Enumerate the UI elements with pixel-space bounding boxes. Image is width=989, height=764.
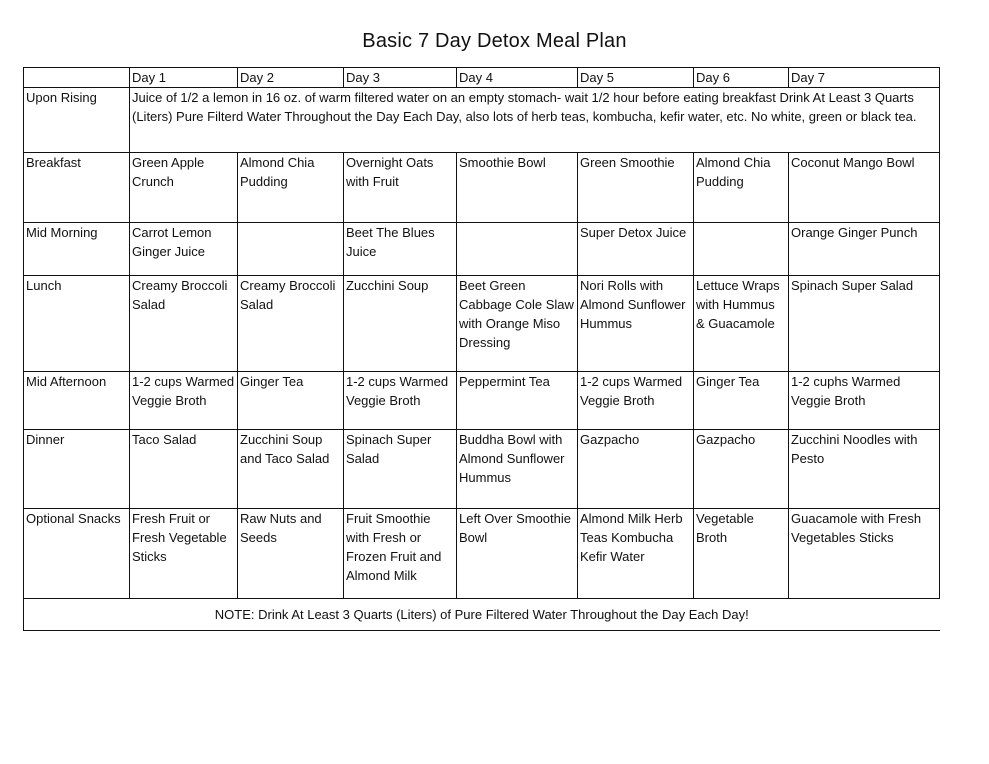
meal-cell: Zucchini Soup and Taco Salad (238, 430, 344, 509)
meal-cell: Smoothie Bowl (457, 153, 578, 223)
row-label: Breakfast (24, 153, 130, 223)
day-header: Day 6 (694, 68, 789, 88)
meal-cell: Zucchini Noodles with Pesto (789, 430, 940, 509)
meal-cell: Coconut Mango Bowl (789, 153, 940, 223)
meal-cell: Guacamole with Fresh Vegetables Sticks (789, 509, 940, 599)
meal-cell (457, 223, 578, 276)
note-text: NOTE: Drink At Least 3 Quarts (Liters) of Pure Filtered Water Throughout the Day Each Day! (24, 599, 940, 631)
meal-cell: 1-2 cups Warmed Veggie Broth (578, 372, 694, 430)
meal-cell: Almond Milk Herb Teas Kombucha Kefir Water (578, 509, 694, 599)
meal-cell: Lettuce Wraps with Hummus & Guacamole (694, 276, 789, 372)
meal-cell (238, 223, 344, 276)
page-title: Basic 7 Day Detox Meal Plan (362, 30, 627, 52)
row-label: Upon Rising (24, 88, 130, 153)
day-header: Day 5 (578, 68, 694, 88)
note-row (24, 599, 940, 631)
meal-cell: Left Over Smoothie Bowl (457, 509, 578, 599)
meal-cell: Ginger Tea (238, 372, 344, 430)
upon-rising-row (24, 88, 940, 153)
meal-cell: Taco Salad (130, 430, 238, 509)
meal-cell: Fruit Smoothie with Fresh or Frozen Fruit and Almond Milk (344, 509, 457, 599)
meal-cell: Carrot Lemon Ginger Juice (130, 223, 238, 276)
meal-cell: 1-2 cups Warmed Veggie Broth (344, 372, 457, 430)
meal-cell: 1-2 cups Warmed Veggie Broth (130, 372, 238, 430)
meal-plan-table (23, 67, 940, 631)
meal-cell: Spinach Super Salad (344, 430, 457, 509)
upon-rising-text: Juice of 1/2 a lemon in 16 oz. of warm filtered water on an empty stomach- wait 1/2 hour before eating breakfast Drink At Least 3 Quarts (Liters) Pure Filterd Water Throughout the Day Each Day, also lots of herb teas, kombucha, kefir water, etc. No white, green or black tea. (130, 88, 940, 153)
row-label: Optional Snacks (24, 509, 130, 599)
meal-cell: Ginger Tea (694, 372, 789, 430)
corner-cell (24, 68, 130, 88)
meal-cell: Overnight Oats with Fruit (344, 153, 457, 223)
meal-cell: Green Apple Crunch (130, 153, 238, 223)
meal-cell: Almond Chia Pudding (694, 153, 789, 223)
row-label: Mid Morning (24, 223, 130, 276)
meal-cell: Creamy Broccoli Salad (238, 276, 344, 372)
meal-cell (694, 223, 789, 276)
meal-row (24, 276, 940, 372)
meal-cell: Vegetable Broth (694, 509, 789, 599)
meal-cell: Almond Chia Pudding (238, 153, 344, 223)
meal-row (24, 509, 940, 599)
meal-cell: Gazpacho (694, 430, 789, 509)
row-label: Mid Afternoon (24, 372, 130, 430)
meal-row (24, 372, 940, 430)
meal-cell: Beet Green Cabbage Cole Slaw with Orange Miso Dressing (457, 276, 578, 372)
meal-cell: Peppermint Tea (457, 372, 578, 430)
day-header: Day 4 (457, 68, 578, 88)
meal-cell: Creamy Broccoli Salad (130, 276, 238, 372)
meal-cell: Spinach Super Salad (789, 276, 940, 372)
meal-row (24, 153, 940, 223)
meal-cell: 1-2 cuphs Warmed Veggie Broth (789, 372, 940, 430)
day-header: Day 3 (344, 68, 457, 88)
row-label: Dinner (24, 430, 130, 509)
meal-row (24, 430, 940, 509)
row-label: Lunch (24, 276, 130, 372)
meal-cell: Fresh Fruit or Fresh Vegetable Sticks (130, 509, 238, 599)
meal-cell: Zucchini Soup (344, 276, 457, 372)
day-header: Day 2 (238, 68, 344, 88)
day-header: Day 1 (130, 68, 238, 88)
meal-cell: Beet The Blues Juice (344, 223, 457, 276)
meal-row (24, 223, 940, 276)
meal-cell: Raw Nuts and Seeds (238, 509, 344, 599)
meal-cell: Buddha Bowl with Almond Sunflower Hummus (457, 430, 578, 509)
day-header: Day 7 (789, 68, 940, 88)
meal-cell: Green Smoothie (578, 153, 694, 223)
meal-cell: Nori Rolls with Almond Sunflower Hummus (578, 276, 694, 372)
meal-cell: Super Detox Juice (578, 223, 694, 276)
day-header-row (24, 68, 940, 88)
meal-cell: Gazpacho (578, 430, 694, 509)
meal-cell: Orange Ginger Punch (789, 223, 940, 276)
